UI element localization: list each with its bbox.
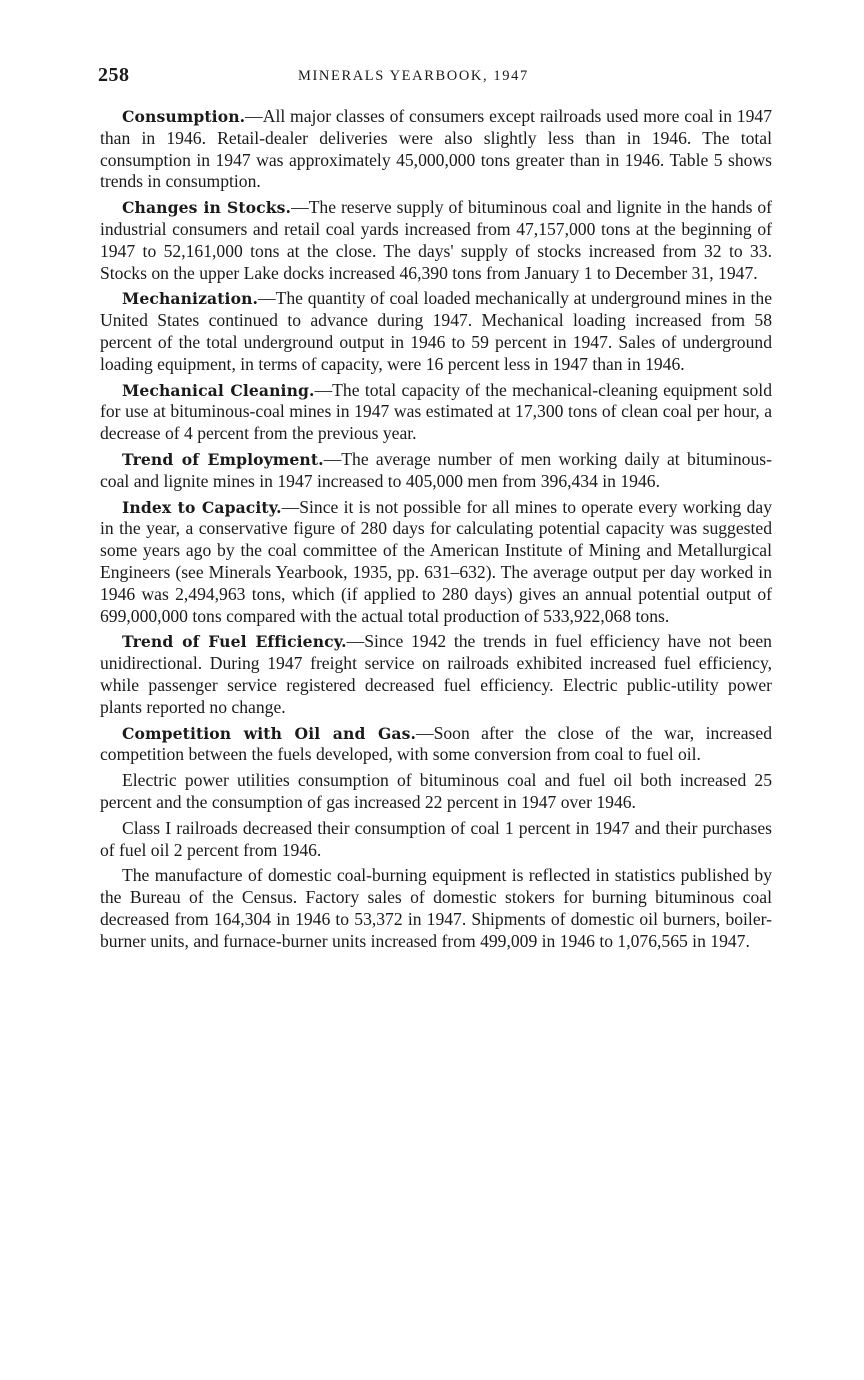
paragraph-mechanical-cleaning	[100, 380, 772, 445]
paragraph-trend-of-fuel-efficiency	[100, 631, 772, 718]
paragraph-mechanization	[100, 288, 772, 375]
paragraph-heading: Mechanical Cleaning.	[122, 380, 315, 400]
paragraph-text: —The total capacity of the mechanical-cleaning equipment sold for use at bituminous-coal mines in 1947 was estimated at 17,300 tons of clean coal per hour, a decrease of 4 percent from the previous year.	[100, 379, 772, 444]
paragraph-consumption	[100, 106, 772, 193]
paragraph-changes-in-stocks	[100, 197, 772, 284]
paragraph-text: —All major classes of consumers except railroads used more coal in 1947 than in 1946. Retail-dealer deliveries were also slightly less than in 1946. The total consumption in 1947 was approximately 45,000,000 tons greater than in 1946. Table 5 shows trends in consumption.	[100, 106, 772, 192]
paragraph-text: —The average number of men working daily at bituminous-coal and lignite mines in 1947 increased to 405,000 men from 396,434 in 1946.	[100, 448, 772, 491]
page-number: 258	[98, 64, 130, 86]
paragraph-text: —The quantity of coal loaded mechanically at underground mines in the United States continued to advance during 1947. Mechanical loading increased from 58 percent of the total underground output in 1946 to 59 percent in 1947. Sales of underground loading equipment, in terms of capacity, were 16 percent less in 1947 than in 1946.	[100, 288, 772, 374]
paragraph-text: Electric power utilities consumption of bituminous coal and fuel oil both increased 25 percent and the consumption of gas increased 22 percent in 1947 over 1946.	[100, 770, 772, 812]
paragraph-heading: Consumption.	[122, 107, 246, 126]
paragraph-text: —The reserve supply of bituminous coal and lignite in the hands of industrial consumers and retail coal yards increased from 47,157,000 tons at the beginning of 1947 to 52,161,000 tons at the close. The days' supply of stocks increased from 32 to 33. Stocks on the upper Lake docks increased 46,390 tons from January 1 to December 31, 1947.	[100, 197, 772, 283]
paragraph-domestic-equipment	[100, 865, 772, 952]
paragraph-text: —Since it is not possible for all mines to operate every working day in the year, a conservative figure of 280 days for calculating potential capacity was suggested some years ago by the coal committee of the American Institute of Mining and Metallurgical Engineers (see Minerals Yearbook, 1935, pp. 631–632). The average output per day worked in 1946 was 2,494,963 tons, which (if applied to 280 days) gives an annual potential output of 699,000,000 tons compared with the actual total production of 533,922,068 tons.	[100, 496, 772, 626]
paragraph-heading: Mechanization.	[122, 289, 259, 309]
paragraph-index-to-capacity	[100, 497, 772, 628]
paragraph-text: —Soon after the close of the war, increased competition between the fuels developed, with some conversion from coal to fuel oil.	[100, 722, 772, 765]
paragraph-heading: Competition with Oil and Gas.	[122, 723, 416, 743]
paragraph-heading: Trend of Fuel Efficiency.	[122, 632, 347, 652]
paragraph-heading: Trend of Employment.	[122, 449, 324, 469]
paragraph-heading: Index to Capacity.	[122, 497, 282, 517]
paragraph-trend-of-employment	[100, 449, 772, 493]
paragraph-class-i-railroads	[100, 818, 772, 862]
paragraph-competition-with-oil-and-gas	[100, 723, 772, 767]
paragraph-text: The manufacture of domestic coal-burning equipment is reflected in statistics published by the Bureau of the Census. Factory sales of domestic stokers for burning bituminous coal decreased from 164,304 in 1946 to 53,372 in 1947. Shipments of domestic oil burners, boiler-burner units, and furnace-burner units increased from 499,009 in 1946 to 1,076,565 in 1947.	[100, 865, 772, 951]
paragraph-electric-power-utilities	[100, 770, 772, 814]
paragraph-text: —Since 1942 the trends in fuel efficiency have not been unidirectional. During 1947 freight service on railroads exhibited increased fuel efficiency, while passenger service registered decreased fuel efficiency. Electric public-utility power plants reported no change.	[100, 631, 772, 717]
body-text	[100, 106, 772, 956]
paragraph-text: Class I railroads decreased their consumption of coal 1 percent in 1947 and their purchases of fuel oil 2 percent from 1946.	[100, 817, 772, 860]
page-header	[98, 64, 778, 90]
paragraph-heading: Changes in Stocks.	[122, 198, 292, 218]
running-head: MINERALS YEARBOOK, 1947	[298, 68, 529, 84]
